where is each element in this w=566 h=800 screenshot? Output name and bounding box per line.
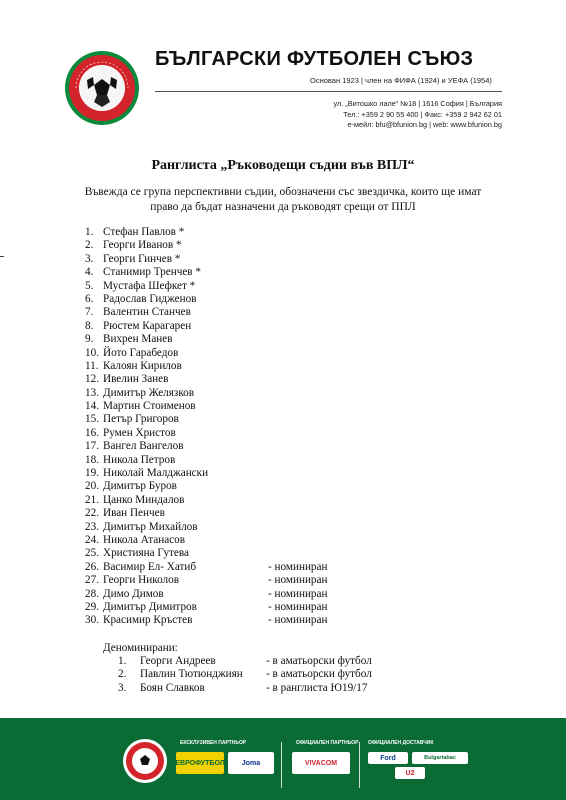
person-name: Радослав Гидженов (103, 292, 197, 305)
list-item (85, 333, 208, 346)
item-number: 19. (85, 467, 99, 480)
sponsor-bulgartabac: Bulgartabac (412, 752, 468, 764)
organization-founded: Основан 1923 | член на ФИФА (1924) и УЕФА (1954) (310, 76, 492, 85)
person-name: Димитър Михайлов (103, 520, 198, 533)
person-name: Георги Гинчев * (103, 252, 181, 265)
list-item (85, 614, 328, 627)
sponsor-eurofootball: ЕВРОФУТБОЛ (176, 752, 224, 774)
referee-list (85, 226, 328, 628)
list-item (85, 293, 208, 306)
item-number: 9. (85, 333, 94, 346)
status-note: - номиниран (268, 560, 328, 573)
margin-mark (0, 256, 4, 257)
item-number: 10. (85, 346, 99, 359)
item-number: 26. (85, 560, 99, 573)
list-item (85, 400, 208, 413)
person-name: Никола Петров (103, 453, 176, 466)
list-item (85, 454, 208, 467)
sponsor-joma: Joma (228, 752, 274, 774)
person-name: Стефан Павлов * (103, 226, 185, 238)
list-item (85, 373, 208, 386)
item-number: 3. (85, 252, 94, 265)
person-name: Васимир Ел- Хатиб (103, 560, 197, 573)
list-item (85, 574, 328, 587)
item-number: 17. (85, 440, 99, 453)
item-number: 24. (85, 533, 99, 546)
person-name: Георги Николов (103, 574, 179, 587)
footer-logo-icon (122, 738, 168, 784)
person-name: Станимир Тренчев * (103, 266, 201, 279)
contact-phone: Тел.: +359 2 90 55 400 | Факс: +359 2 942 62 01 (343, 109, 502, 119)
demoted-heading: Деноминирани: (103, 642, 178, 654)
person-name: Димитър Буров (103, 480, 177, 493)
item-number: 5. (85, 279, 94, 292)
bfu-logo (64, 50, 140, 126)
organization-name: БЪЛГАРСКИ ФУТБОЛЕН СЪЮЗ (155, 48, 474, 70)
person-name: Иван Пенчев (103, 507, 165, 520)
item-number: 16. (85, 426, 99, 439)
item-number: 3. (118, 681, 127, 694)
item-number: 27. (85, 574, 99, 587)
person-name: Димо Димов (103, 587, 164, 600)
list-item (85, 521, 208, 534)
person-name: Павлин Тютюнджиян (140, 668, 243, 681)
item-number: 11. (85, 359, 99, 372)
list-item (85, 360, 208, 373)
item-number: 6. (85, 292, 94, 305)
list-item (118, 668, 372, 681)
list-item (85, 480, 208, 493)
person-name: Румен Христов (103, 426, 176, 439)
list-item (85, 253, 208, 266)
status-note: - номиниран (268, 600, 328, 613)
list-item (85, 387, 208, 400)
demoted-list (118, 655, 372, 695)
person-name: Димитър Димитров (103, 600, 197, 613)
item-number: 25. (85, 547, 99, 560)
status-note: - номиниран (268, 574, 328, 587)
person-name: Красимир Кръстев (103, 614, 193, 627)
sponsor-vivacom: VIVACOM (292, 752, 350, 774)
list-item (85, 306, 208, 319)
item-number: 12. (85, 373, 99, 386)
person-name: Ивелин Занев (103, 373, 169, 386)
person-name: Димитър Желязков (103, 386, 195, 399)
item-number: 30. (85, 614, 99, 627)
item-number: 23. (85, 520, 99, 533)
list-item (85, 440, 208, 453)
sponsor-ford: Ford (368, 752, 408, 764)
item-number: 1. (85, 226, 94, 238)
list-item (85, 494, 208, 507)
item-number: 28. (85, 587, 99, 600)
list-item (85, 413, 208, 426)
contact-address: ул. „Витошко лале“ №18 | 1616 София | България (333, 99, 502, 108)
footer-label-partner: ОФИЦИАЛЕН ПАРТНЬОР (296, 740, 359, 746)
list-item (85, 239, 208, 252)
person-name: Рюстем Карагарен (103, 319, 192, 332)
footer-divider (359, 742, 360, 788)
person-name: Георги Иванов * (103, 239, 182, 252)
item-number: 18. (85, 453, 99, 466)
person-name: Никола Атанасов (103, 533, 186, 546)
list-item (85, 534, 208, 547)
item-number: 2. (85, 239, 94, 252)
sponsor-u2: U2 (395, 767, 425, 779)
list-item (85, 266, 208, 279)
footer-label-exclusive: ЕКСКЛУЗИВЕН ПАРТНЬОР (180, 740, 247, 746)
item-number: 29. (85, 600, 99, 613)
list-item (85, 427, 208, 440)
item-number: 8. (85, 319, 94, 332)
page-title: Ранглиста „Ръководещи съдии във ВПЛ“ (151, 158, 415, 173)
person-name: Мустафа Шефкет * (103, 279, 196, 292)
item-number: 2. (118, 668, 127, 681)
person-name: Мартин Стоименов (103, 400, 196, 413)
list-item (118, 655, 372, 668)
list-item (85, 280, 208, 293)
person-name: Вангел Вангелов (103, 440, 184, 453)
footer-divider (281, 742, 282, 788)
status-note: - в аматьорски футбол (266, 655, 372, 667)
item-number: 15. (85, 413, 99, 426)
list-item (85, 347, 208, 360)
list-item (85, 587, 328, 601)
person-name: Йото Гарабедов (103, 346, 179, 359)
list-item (85, 226, 208, 239)
item-number: 1. (118, 655, 127, 667)
item-number: 22. (85, 507, 99, 520)
sponsor-footer (0, 718, 566, 800)
status-note: - в аматьорски футбол (266, 668, 372, 681)
person-name: Цанко Миндалов (103, 493, 185, 506)
item-number: 14. (85, 400, 99, 413)
person-name: Николай Малджански (103, 467, 209, 480)
list-item (85, 320, 208, 333)
status-note: - номиниран (268, 614, 328, 627)
person-name: Калоян Кирилов (103, 359, 182, 372)
person-name: Вихрен Манев (103, 333, 173, 346)
list-item (85, 507, 208, 520)
list-item (85, 547, 208, 560)
person-name: Петър Григоров (103, 413, 179, 426)
contact-email[interactable]: е-мейл: bfu@bfunion.bg | web: www.bfunion.bg (347, 120, 502, 129)
person-name: Георги Андреев (140, 655, 216, 667)
item-number: 4. (85, 266, 94, 279)
intro-paragraph: Въвежда се група перспективни съдии, обозначени със звездичка, които ще имат право да бъдат назначени да ръководят срещи от ППЛ (84, 186, 482, 213)
item-number: 20. (85, 480, 99, 493)
list-item (118, 681, 368, 695)
status-note: - номиниран (268, 587, 328, 600)
status-note: - в ранглиста Ю19/17 (266, 681, 368, 694)
item-number: 7. (85, 306, 94, 319)
list-item (85, 600, 328, 614)
list-item (85, 467, 208, 480)
list-item (85, 560, 328, 574)
person-name: Валентин Станчев (103, 306, 191, 319)
footer-label-supplier: ОФИЦИАЛЕН ДОСТАВЧИК (368, 740, 434, 746)
item-number: 21. (85, 493, 99, 506)
header-divider (155, 91, 502, 92)
person-name: Християна Гутева (103, 547, 189, 560)
item-number: 13. (85, 386, 99, 399)
person-name: Боян Славков (140, 681, 205, 694)
